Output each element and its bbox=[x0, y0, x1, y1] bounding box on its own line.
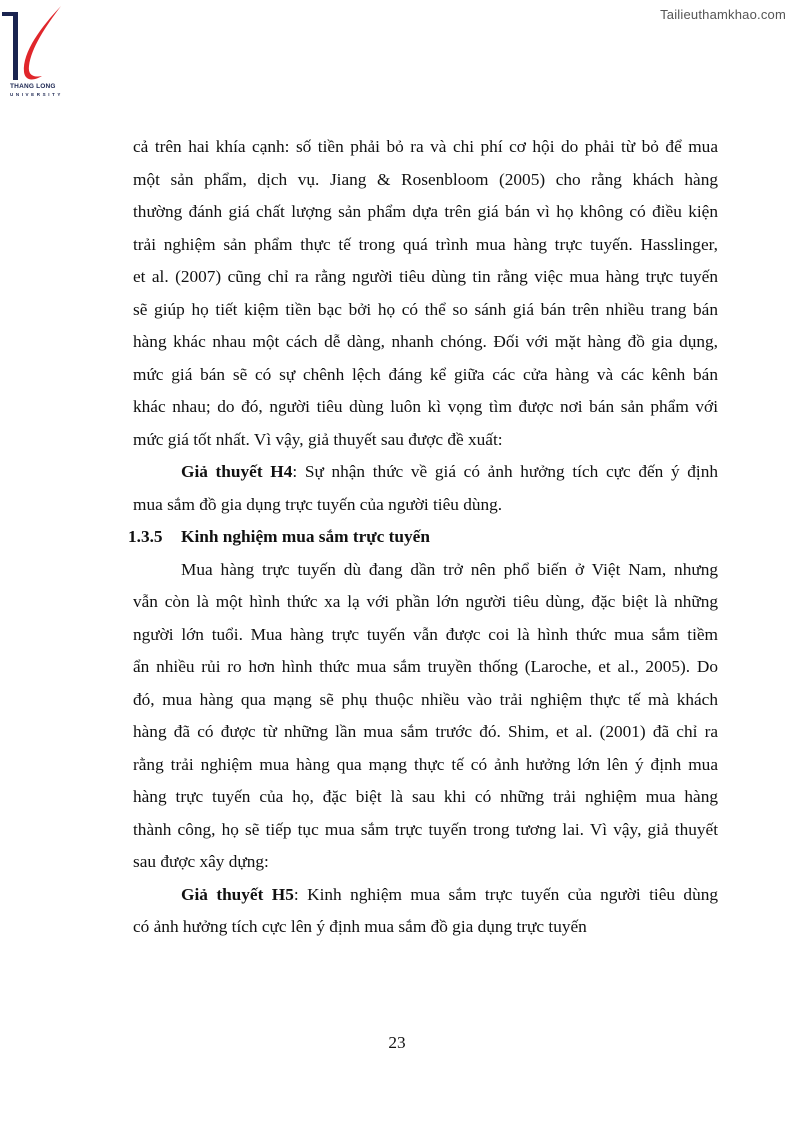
text-line: sẽ giúp họ tiết kiệm tiền bạc bởi họ có thể so sánh giá bán trên nhiều trang bán bbox=[133, 299, 718, 319]
text-line: mức giá bán sẽ có sự chênh lệch đáng kể giữa các cửa hàng và các kênh bán bbox=[133, 364, 718, 384]
text-line: trải nghiệm sản phẩm thực tế trong quá trình mua hàng trực tuyến. Hasslinger, bbox=[133, 234, 718, 254]
text-line: mua sắm đồ gia dụng trực tuyến của người tiêu dùng. bbox=[133, 494, 503, 514]
text-line: Mua hàng trực tuyến dù đang dần trở nên phổ biến ở Việt Nam, nhưng bbox=[181, 559, 718, 579]
text-line: rằng trải nghiệm mua hàng qua mạng thực tế có ảnh hưởng lớn lên ý định mua bbox=[133, 754, 718, 774]
text-line: đó, mua hàng qua mạng sẽ phụ thuộc nhiều vào trải nghiệm thực tế mà khách bbox=[133, 689, 718, 709]
logo-name-line1: THANG LONG bbox=[10, 83, 56, 90]
text-line: sau được xây dựng: bbox=[133, 852, 269, 871]
thang-long-logo-icon bbox=[2, 4, 74, 84]
text-line: một sản phẩm, dịch vụ. Jiang & Rosenbloom (2005) cho rằng khách hàng bbox=[133, 169, 718, 189]
section-number: 1.3.5 bbox=[128, 527, 163, 546]
text-line: hàng đã có được từ những lần mua sắm trước đó. Shim, et al. (2001) đã chỉ ra bbox=[133, 722, 718, 741]
hypothesis-h5 bbox=[133, 879, 718, 944]
text-line: cả trên hai khía cạnh: số tiền phải bỏ ra và chi phí cơ hội do phải từ bỏ để mua bbox=[133, 137, 718, 156]
text-line: mức giá tốt nhất. Vì vậy, giả thuyết sau được đề xuất: bbox=[133, 429, 503, 449]
text-line: hàng trực tuyến của họ, đặc biệt là sau khi có những trải nghiệm mua hàng bbox=[133, 787, 718, 806]
logo-name-line2: UNIVERSITY bbox=[10, 92, 64, 97]
hypothesis-h4 bbox=[133, 456, 718, 521]
text-line: et al. (2007) cũng chỉ ra rằng người tiêu dùng tin rằng việc mua hàng trực tuyến bbox=[133, 267, 718, 286]
paragraph-price-perception bbox=[133, 131, 718, 456]
text-line: Giả thuyết H4: Sự nhận thức về giá có ảnh hưởng tích cực đến ý định bbox=[181, 462, 718, 481]
text-line: khác nhau; do đó, người tiêu dùng luôn kì vọng tìm được nơi bán sản phẩm với bbox=[133, 397, 718, 416]
text-line: người lớn tuổi. Mua hàng trực tuyến vẫn được coi là hình thức mua sắm tiềm bbox=[133, 624, 718, 644]
text-line: thành công, họ sẽ tiếp tục mua sắm trực tuyến trong tương lai. Vì vậy, giả thuyết bbox=[133, 819, 718, 839]
university-logo bbox=[2, 4, 74, 104]
text-line: có ảnh hưởng tích cực lên ý định mua sắm đồ gia dụng trực tuyến bbox=[133, 917, 587, 936]
watermark: Tailieuthamkhao.com bbox=[660, 7, 786, 22]
section-heading bbox=[128, 521, 713, 554]
text-line: Giả thuyết H5: Kinh nghiệm mua sắm trực tuyến của người tiêu dùng bbox=[181, 884, 718, 904]
hypothesis-label: Giả thuyết H5 bbox=[181, 884, 294, 904]
text-line: thường đánh giá chất lượng sản phẩm dựa trên giá bán vì họ không có điều kiện bbox=[133, 202, 718, 221]
hypothesis-label: Giả thuyết H4 bbox=[181, 462, 293, 481]
paragraph-online-experience bbox=[133, 554, 718, 879]
text-line: ẩn nhiều rủi ro hơn hình thức mua sắm truyền thống (Laroche, et al., 2005). Do bbox=[133, 657, 718, 676]
text-line: vẫn còn là một hình thức xa lạ với phần lớn người tiêu dùng, đặc biệt là những bbox=[133, 592, 718, 611]
section-title: Kinh nghiệm mua sắm trực tuyến bbox=[181, 527, 430, 546]
text-line: hàng khác nhau một cách dễ dàng, nhanh chóng. Đối với mặt hàng đồ gia dụng, bbox=[133, 332, 718, 351]
document-body bbox=[128, 131, 718, 944]
page-number: 23 bbox=[388, 1033, 406, 1052]
